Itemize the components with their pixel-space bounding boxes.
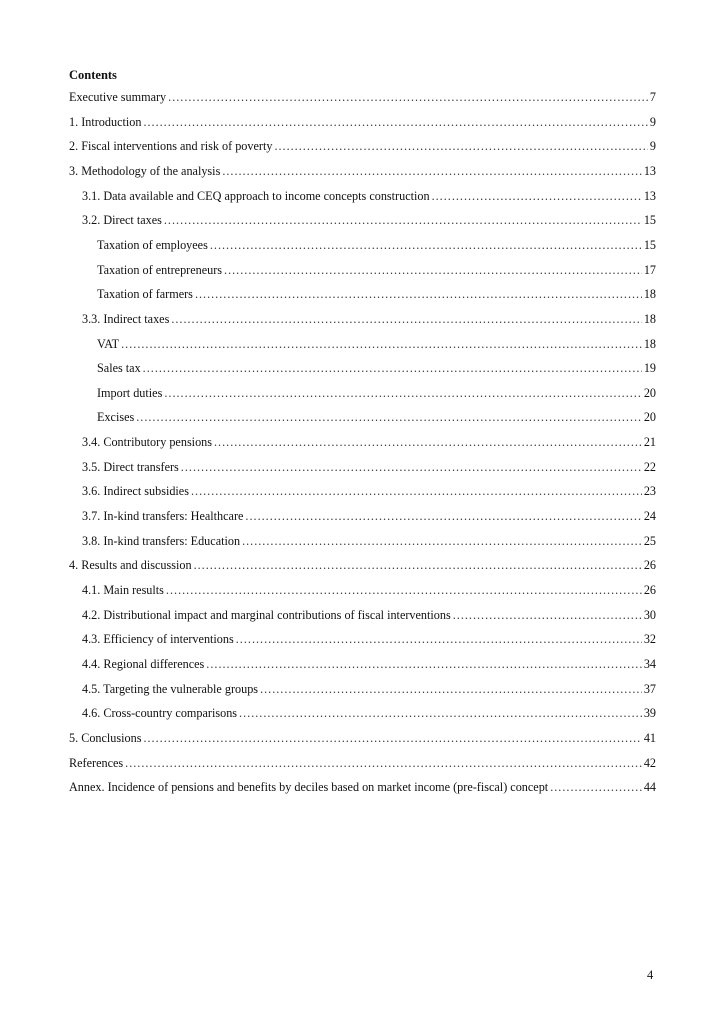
toc-entry-label: Taxation of entrepreneurs [97,262,223,277]
toc-entry-label: Import duties [97,385,163,400]
toc-entry-page: 15 [643,213,656,228]
toc-entry-page: 26 [643,558,656,573]
toc-entry-page: 24 [643,509,656,524]
toc-entry-label: 3.2. Direct taxes [82,213,162,228]
toc-entry[interactable] [69,558,656,574]
dot-leader [550,780,642,795]
toc-entry[interactable] [69,731,656,747]
toc-entry-page: 34 [643,656,656,671]
dot-leader [121,337,642,352]
dot-leader [125,756,642,771]
toc-entry-label: 4. Results and discussion [69,558,192,573]
toc-entry[interactable] [97,287,656,303]
toc-entry-page: 19 [643,361,656,376]
toc-entry-page: 23 [643,484,656,499]
toc-entry-page: 41 [643,730,656,745]
toc-entry[interactable] [97,361,656,377]
toc-entry-label: 3.6. Indirect subsidies [82,484,189,499]
toc-entry[interactable] [97,263,656,279]
toc-entry-label: 2. Fiscal interventions and risk of poverty [69,139,273,154]
toc-entry-label: Taxation of farmers [97,287,193,302]
dot-leader [260,682,642,697]
toc-entry[interactable] [69,756,656,772]
toc-entry[interactable] [69,90,656,106]
toc-entry-label: 4.1. Main results [82,583,164,597]
dot-leader [274,139,647,154]
dot-leader [239,706,642,721]
toc-entry-page: 13 [643,163,656,178]
toc-entry[interactable] [97,386,656,402]
toc-entry-label: 3. Methodology of the analysis [69,163,221,178]
dot-leader [166,583,642,598]
toc-entry-page: 9 [649,139,656,154]
toc-entry-page: 22 [643,459,656,474]
toc-entry[interactable] [82,189,656,205]
toc-entry[interactable] [82,657,656,673]
dot-leader [236,632,642,647]
dot-leader [206,657,642,672]
dot-leader [191,484,642,499]
dot-leader [224,263,642,278]
toc-entry-page: 39 [643,706,656,721]
dot-leader [181,460,642,475]
dot-leader [242,534,642,549]
toc-entry-label: 3.1. Data available and CEQ approach to income concepts construction [82,188,430,203]
toc-entry[interactable] [82,632,656,648]
dot-leader [168,90,648,105]
toc-entry-label: Annex. Incidence of pensions and benefits by deciles based on market income (pre-fiscal) concept [69,780,549,795]
toc-entry-page: 9 [649,114,656,129]
toc-entry-label: Executive summary [69,90,167,104]
dot-leader [143,731,641,746]
dot-leader [171,312,642,327]
dot-leader [164,213,642,228]
dot-leader [143,361,642,376]
toc-entry-label: 4.6. Cross-country comparisons [82,706,238,721]
toc-entry-page: 26 [643,583,656,597]
toc-entry[interactable] [69,780,656,796]
toc-entry-label: 3.5. Direct transfers [82,459,179,474]
toc-entry[interactable] [82,213,656,229]
toc-entry-label: 3.4. Contributory pensions [82,435,212,450]
toc-entry[interactable] [82,583,656,599]
toc-entry-page: 20 [643,385,656,400]
toc-entry-page: 30 [643,607,656,622]
toc-entry[interactable] [97,410,656,426]
dot-leader [214,435,642,450]
toc-entry-page: 32 [643,632,656,647]
toc-entry-page: 25 [643,533,656,548]
toc-entry[interactable] [82,534,656,550]
toc-entry[interactable] [82,435,656,451]
toc-entry-page: 20 [643,410,656,425]
toc-entry-label: References [69,755,124,770]
dot-leader [136,410,642,425]
toc-entry-page: 18 [643,287,656,302]
toc-entry[interactable] [82,312,656,328]
toc-entry[interactable] [69,164,656,180]
dot-leader [164,386,641,401]
toc-entry-label: Excises [97,410,135,425]
toc-entry-page: 15 [643,237,656,252]
toc-entry-page: 42 [643,755,656,770]
toc-entry[interactable] [69,115,656,131]
toc-entry[interactable] [69,139,656,155]
toc-entry-label: 3.3. Indirect taxes [82,311,170,326]
toc-entry-label: 4.4. Regional differences [82,656,205,671]
toc-entry[interactable] [82,682,656,698]
toc-entry[interactable] [97,238,656,254]
toc-entry-label: 5. Conclusions [69,730,142,745]
toc-entry-label: VAT [97,336,120,351]
toc-entry-label: Sales tax [97,361,141,376]
dot-leader [195,287,642,302]
toc-entry-label: 4.3. Efficiency of interventions [82,632,234,647]
dot-leader [210,238,642,253]
toc-entry[interactable] [82,608,656,624]
contents-heading: Contents [69,68,117,82]
toc-entry-page: 18 [643,336,656,351]
page-number: 4 [647,968,654,982]
toc-entry-page: 18 [643,311,656,326]
toc-entry-label: 1. Introduction [69,114,142,129]
dot-leader [143,115,647,130]
toc-entry-page: 7 [649,90,656,104]
dot-leader [432,189,642,204]
toc-entry-page: 44 [643,780,656,795]
toc-entry-label: 4.5. Targeting the vulnerable groups [82,681,259,696]
toc-entry-label: Taxation of employees [97,237,208,252]
toc-entry-page: 17 [643,262,656,277]
toc-entry-page: 21 [643,435,656,450]
dot-leader [245,509,641,524]
toc-entry-page: 13 [643,188,656,203]
toc-entry[interactable] [82,509,656,525]
toc-entry[interactable] [82,706,656,722]
dot-leader [222,164,642,179]
toc-entry[interactable] [82,460,656,476]
dot-leader [194,558,642,573]
toc-entry[interactable] [97,337,656,353]
toc-entry-page: 37 [643,681,656,696]
toc-entry-label: 3.7. In-kind transfers: Healthcare [82,509,244,524]
toc-entry-label: 3.8. In-kind transfers: Education [82,533,241,548]
toc-entry[interactable] [82,484,656,500]
toc-entry-label: 4.2. Distributional impact and marginal contributions of fiscal interventions [82,607,451,622]
dot-leader [453,608,642,623]
